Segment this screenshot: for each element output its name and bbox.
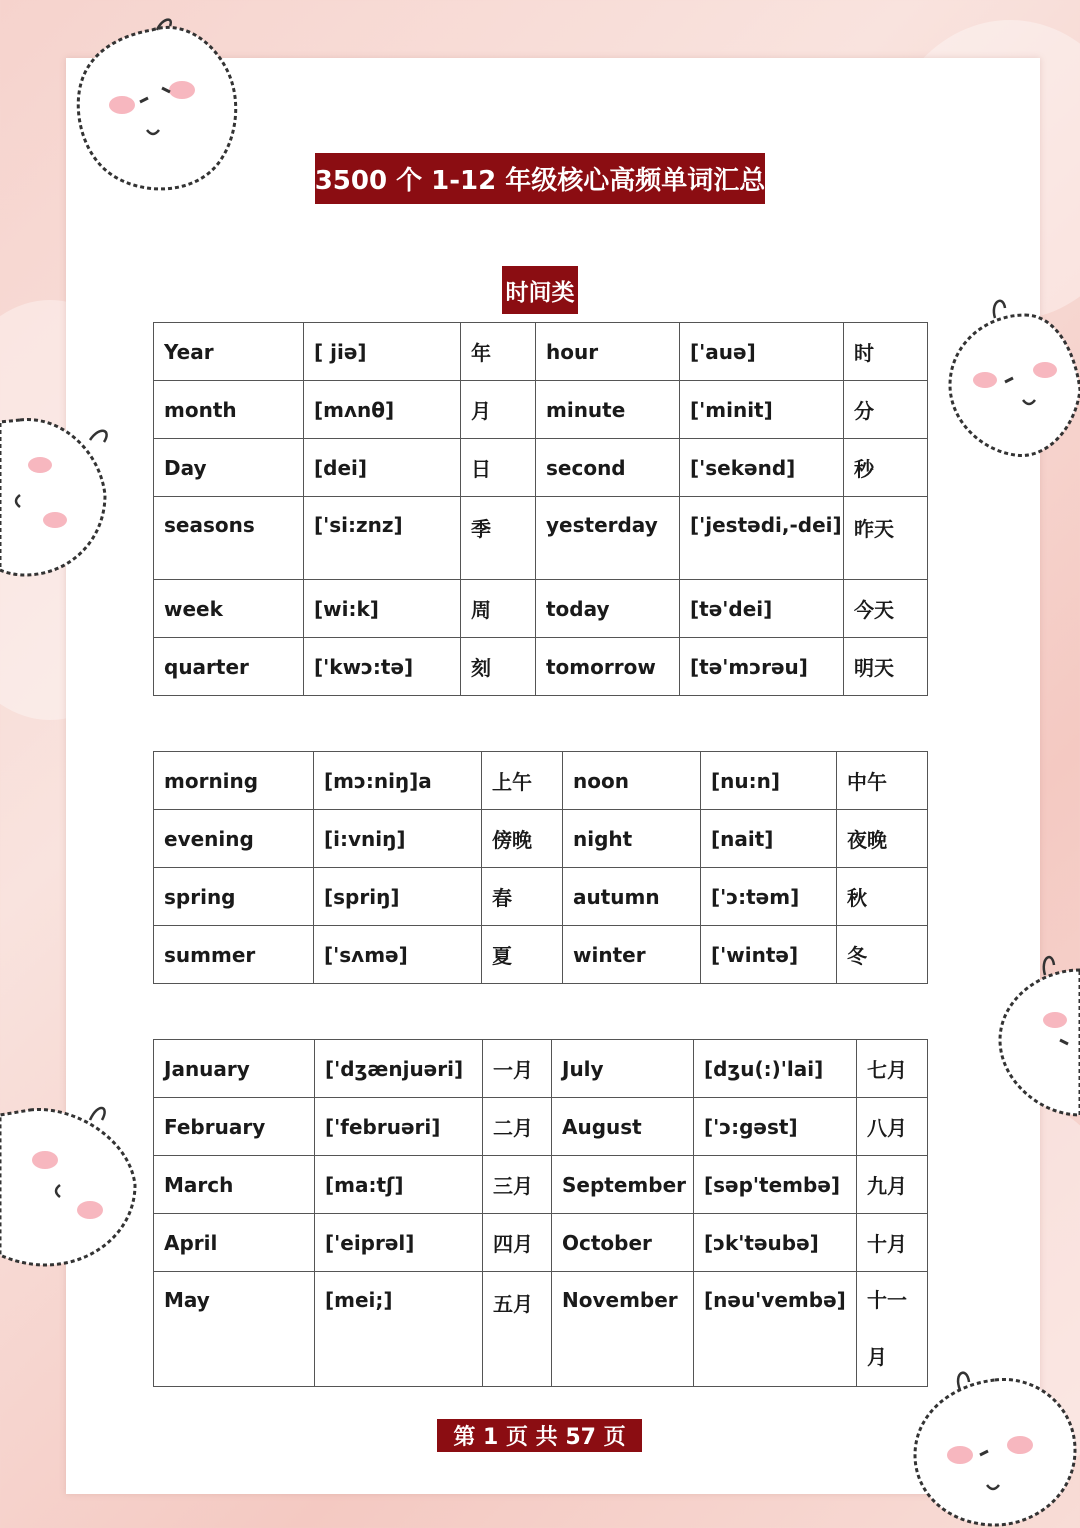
section-heading: 时间类 <box>502 266 578 314</box>
document-title: 3500 个 1-12 年级核心高频单词汇总 <box>315 153 765 204</box>
chinese-meaning-cell: 四月 <box>483 1214 552 1272</box>
chinese-meaning-cell: 季 <box>461 497 536 580</box>
english-word-cell: January <box>154 1040 315 1098</box>
table-row <box>154 323 928 381</box>
phonetic-cell: ['februəri] <box>315 1098 483 1156</box>
english-word-cell: noon <box>563 752 701 810</box>
english-word-cell: Year <box>154 323 304 381</box>
english-word-cell: night <box>563 810 701 868</box>
mascot-puffball-icon <box>62 10 242 200</box>
chinese-meaning-cell: 五月 <box>483 1272 552 1387</box>
phonetic-cell: ['eiprəl] <box>315 1214 483 1272</box>
chinese-meaning-cell: 分 <box>844 381 928 439</box>
table-row <box>154 1214 928 1272</box>
english-word-cell: hour <box>536 323 680 381</box>
phonetic-cell: ['ɔ:gəst] <box>694 1098 857 1156</box>
english-word-cell: evening <box>154 810 314 868</box>
english-word-cell: today <box>536 580 680 638</box>
english-word-cell: April <box>154 1214 315 1272</box>
chinese-meaning-cell: 中午 <box>837 752 928 810</box>
phonetic-cell: [spriŋ] <box>314 868 482 926</box>
chinese-meaning-cell: 月 <box>461 381 536 439</box>
english-word-cell: May <box>154 1272 315 1387</box>
english-word-cell: November <box>552 1272 694 1387</box>
phonetic-cell: ['jestədi,-dei] <box>680 497 844 580</box>
table-row <box>154 1040 928 1098</box>
chinese-meaning-cell: 春 <box>482 868 563 926</box>
english-word-cell: yesterday <box>536 497 680 580</box>
vocab-table-time-units <box>153 322 928 696</box>
english-word-cell: tomorrow <box>536 638 680 696</box>
phonetic-cell: [wi:k] <box>304 580 461 638</box>
page-number-footer: 第 1 页 共 57 页 <box>437 1419 642 1452</box>
chinese-meaning-cell: 夏 <box>482 926 563 984</box>
phonetic-cell: [tə'dei] <box>680 580 844 638</box>
table-row <box>154 752 928 810</box>
chinese-meaning-cell: 秒 <box>844 439 928 497</box>
phonetic-cell: ['dʒænjuəri] <box>315 1040 483 1098</box>
table-row <box>154 810 928 868</box>
chinese-meaning-cell: 十一月 <box>857 1272 928 1387</box>
english-word-cell: month <box>154 381 304 439</box>
chinese-meaning-cell: 周 <box>461 580 536 638</box>
chinese-meaning-cell: 三月 <box>483 1156 552 1214</box>
mascot-puffball-icon <box>0 1080 140 1280</box>
chinese-meaning-cell: 刻 <box>461 638 536 696</box>
chinese-meaning-cell: 一月 <box>483 1040 552 1098</box>
english-word-cell: autumn <box>563 868 701 926</box>
phonetic-cell: [dʒu(:)'lai] <box>694 1040 857 1098</box>
phonetic-cell: [tə'mɔrəu] <box>680 638 844 696</box>
phonetic-cell: [mɔ:niŋ]a <box>314 752 482 810</box>
phonetic-cell: [ma:tʃ] <box>315 1156 483 1214</box>
english-word-cell: quarter <box>154 638 304 696</box>
english-word-cell: second <box>536 439 680 497</box>
vocab-table-times-of-day-seasons <box>153 751 928 984</box>
phonetic-cell: ['sʌmə] <box>314 926 482 984</box>
chinese-meaning-cell: 日 <box>461 439 536 497</box>
chinese-meaning-cell: 七月 <box>857 1040 928 1098</box>
table-row <box>154 381 928 439</box>
table-row <box>154 638 928 696</box>
english-word-cell: week <box>154 580 304 638</box>
table-row <box>154 439 928 497</box>
mascot-puffball-icon <box>945 290 1080 470</box>
english-word-cell: summer <box>154 926 314 984</box>
chinese-meaning-cell: 九月 <box>857 1156 928 1214</box>
english-word-cell: August <box>552 1098 694 1156</box>
phonetic-cell: [mei;] <box>315 1272 483 1387</box>
table-row <box>154 580 928 638</box>
phonetic-cell: [nu:n] <box>701 752 837 810</box>
chinese-meaning-cell: 十月 <box>857 1214 928 1272</box>
chinese-meaning-cell: 今天 <box>844 580 928 638</box>
phonetic-cell: ['auə] <box>680 323 844 381</box>
phonetic-cell: [nait] <box>701 810 837 868</box>
phonetic-cell: [ jiə] <box>304 323 461 381</box>
phonetic-cell: [mʌnθ] <box>304 381 461 439</box>
chinese-meaning-cell: 二月 <box>483 1098 552 1156</box>
table-row <box>154 1098 928 1156</box>
english-word-cell: winter <box>563 926 701 984</box>
phonetic-cell: ['si:znz] <box>304 497 461 580</box>
chinese-meaning-cell: 八月 <box>857 1098 928 1156</box>
english-word-cell: February <box>154 1098 315 1156</box>
chinese-meaning-cell: 明天 <box>844 638 928 696</box>
chinese-meaning-cell: 秋 <box>837 868 928 926</box>
chinese-meaning-cell: 上午 <box>482 752 563 810</box>
phonetic-cell: [i:vniŋ] <box>314 810 482 868</box>
english-word-cell: July <box>552 1040 694 1098</box>
chinese-meaning-cell: 夜晚 <box>837 810 928 868</box>
chinese-meaning-cell: 昨天 <box>844 497 928 580</box>
table-row <box>154 926 928 984</box>
english-word-cell: minute <box>536 381 680 439</box>
phonetic-cell: ['minit] <box>680 381 844 439</box>
mascot-puffball-icon <box>905 1360 1080 1528</box>
phonetic-cell: [nəu'vembə] <box>694 1272 857 1387</box>
vocab-table-months <box>153 1039 928 1387</box>
table-row <box>154 868 928 926</box>
phonetic-cell: ['kwɔ:tə] <box>304 638 461 696</box>
phonetic-cell: [ɔk'təubə] <box>694 1214 857 1272</box>
table-row <box>154 497 928 580</box>
chinese-meaning-cell: 时 <box>844 323 928 381</box>
phonetic-cell: ['ɔ:təm] <box>701 868 837 926</box>
english-word-cell: Day <box>154 439 304 497</box>
mascot-puffball-icon <box>990 930 1080 1130</box>
table-row <box>154 1156 928 1214</box>
chinese-meaning-cell: 年 <box>461 323 536 381</box>
phonetic-cell: [səp'tembə] <box>694 1156 857 1214</box>
english-word-cell: March <box>154 1156 315 1214</box>
chinese-meaning-cell: 冬 <box>837 926 928 984</box>
chinese-meaning-cell: 傍晚 <box>482 810 563 868</box>
english-word-cell: morning <box>154 752 314 810</box>
english-word-cell: spring <box>154 868 314 926</box>
phonetic-cell: ['wintə] <box>701 926 837 984</box>
mascot-puffball-icon <box>0 400 110 590</box>
phonetic-cell: ['sekənd] <box>680 439 844 497</box>
phonetic-cell: [dei] <box>304 439 461 497</box>
english-word-cell: September <box>552 1156 694 1214</box>
table-row <box>154 1272 928 1387</box>
english-word-cell: seasons <box>154 497 304 580</box>
english-word-cell: October <box>552 1214 694 1272</box>
